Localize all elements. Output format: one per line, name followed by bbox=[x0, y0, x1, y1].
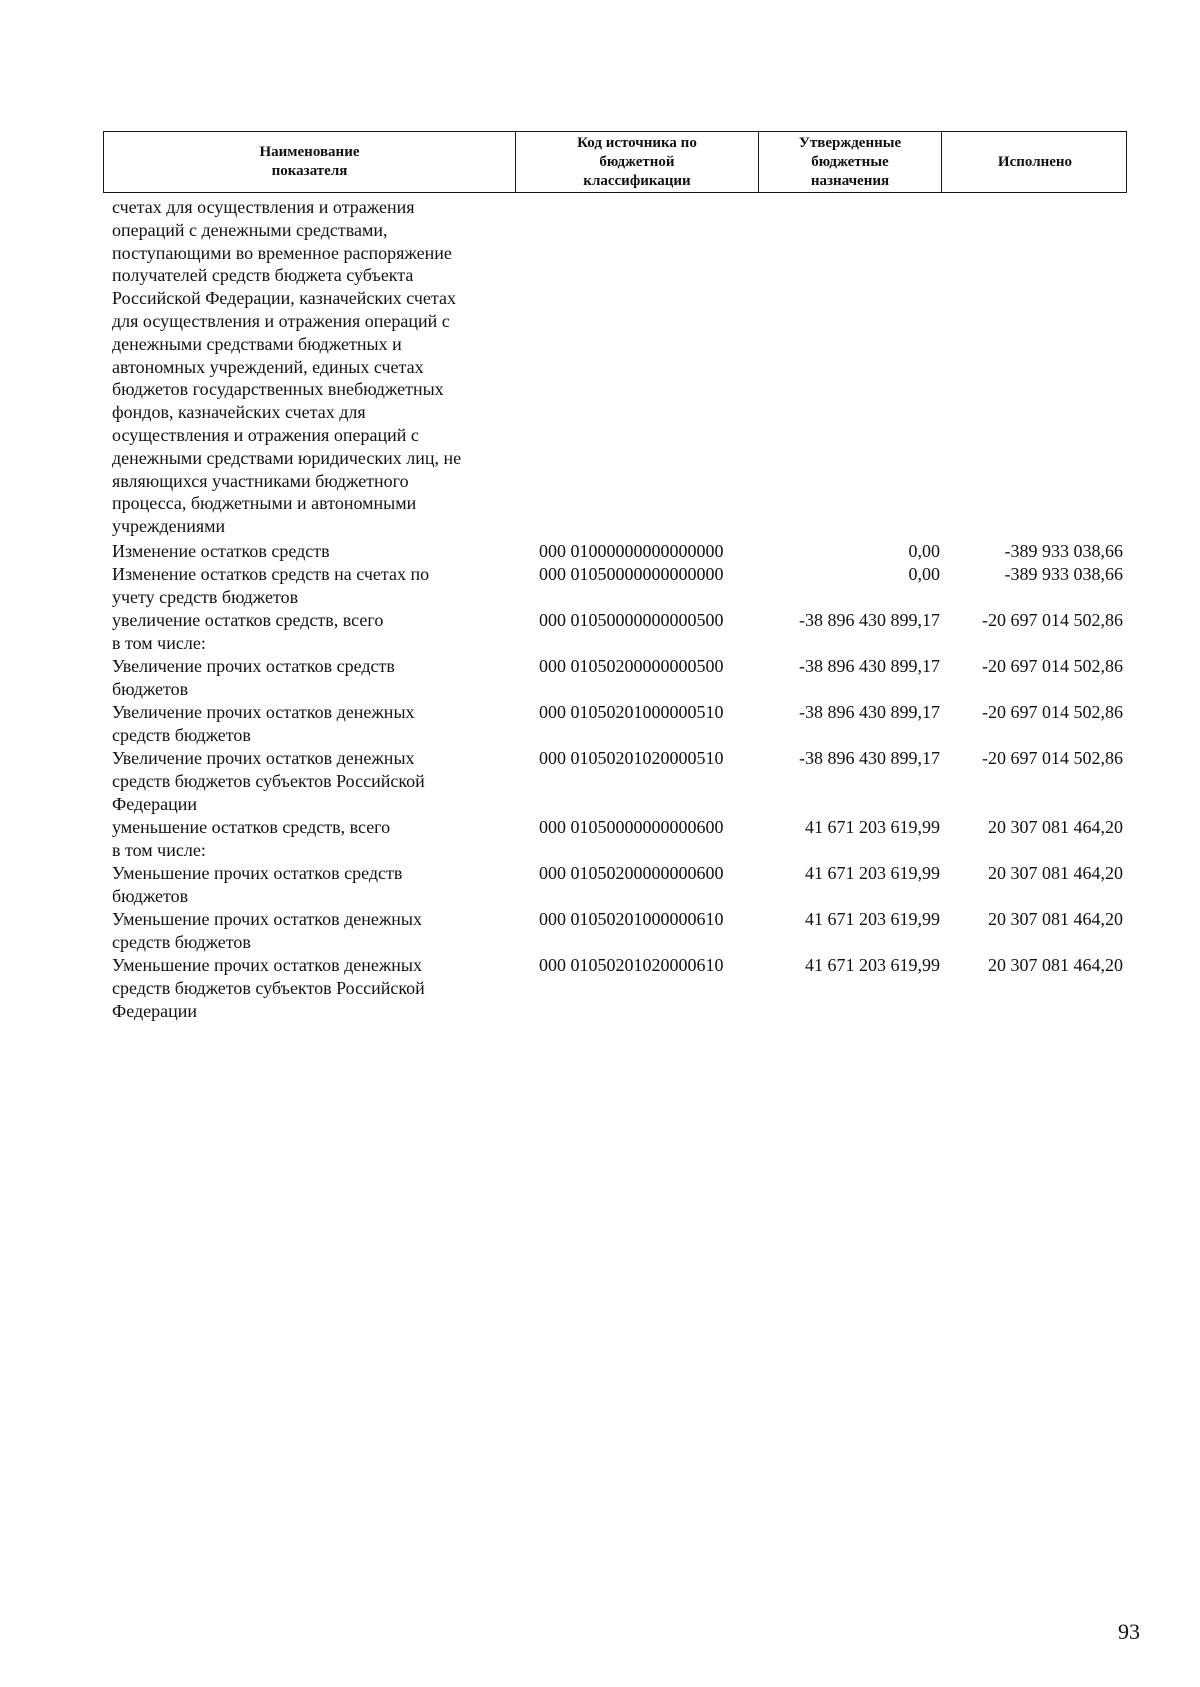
row-code: 000 01050000000000600 bbox=[539, 817, 724, 837]
row-approved: -38 896 430 899,17 bbox=[799, 656, 940, 676]
row-executed: -20 697 014 502,86 bbox=[982, 610, 1123, 630]
row-name: Изменение остатков средств на счетах по учету средств бюджетов bbox=[112, 564, 430, 607]
row-executed: -20 697 014 502,86 bbox=[982, 656, 1123, 676]
row-name: Увеличение прочих остатков денежных средств бюджетов bbox=[112, 702, 415, 745]
row-approved: 0,00 bbox=[908, 564, 940, 584]
header-name: Наименование показателя bbox=[104, 132, 516, 192]
row-approved: -38 896 430 899,17 bbox=[799, 748, 940, 768]
row-executed: 20 307 081 464,20 bbox=[988, 817, 1123, 837]
continuation-text: счетах для осуществления и отражения операций с денежными средствами, поступающими во временное распоряжение получателей средств бюджета субъекта Российской Федерации, казначейских счетах для осуществления и отражения операций с денежными средствами бюджетных и автономных учреждений, единых счетах бюджетов государственных внебюджетных фондов, казначейских счетах для осуществления и отражения операций с денежными средствами юридических лиц, не являющихся участниками бюджетного процесса, бюджетными и автономными учреждениями bbox=[112, 197, 462, 537]
row-name: Уменьшение прочих остатков денежных средств бюджетов субъектов Российской Федерации bbox=[112, 955, 425, 1021]
header-executed: Исполнено bbox=[997, 153, 1073, 170]
row-approved: 0,00 bbox=[908, 541, 940, 561]
row-approved: 41 671 203 619,99 bbox=[805, 909, 940, 929]
row-executed: -20 697 014 502,86 bbox=[982, 748, 1123, 768]
row-executed: 20 307 081 464,20 bbox=[988, 863, 1123, 883]
row-code: 000 01050201020000610 bbox=[539, 955, 724, 975]
row-code: 000 01050201000000610 bbox=[539, 909, 724, 929]
row-approved: -38 896 430 899,17 bbox=[799, 702, 940, 722]
row-name: Уменьшение прочих остатков средств бюджетов bbox=[112, 863, 403, 906]
row-executed: -389 933 038,66 bbox=[1004, 564, 1123, 584]
table-header bbox=[103, 131, 1127, 193]
row-approved: 41 671 203 619,99 bbox=[805, 863, 940, 883]
row-name: Изменение остатков средств bbox=[112, 541, 330, 561]
row-approved: 41 671 203 619,99 bbox=[805, 955, 940, 975]
row-code: 000 01050200000000600 bbox=[539, 863, 724, 883]
row-name: Уменьшение прочих остатков денежных средств бюджетов bbox=[112, 909, 423, 952]
row-code: 000 01050201000000510 bbox=[539, 702, 724, 722]
row-code: 000 01050201020000510 bbox=[539, 748, 724, 768]
row-code: 000 01050200000000500 bbox=[539, 656, 724, 676]
row-executed: -389 933 038,66 bbox=[1004, 541, 1123, 561]
header-code: Код источника по бюджетной классификации bbox=[516, 132, 759, 192]
row-executed: 20 307 081 464,20 bbox=[988, 909, 1123, 929]
row-code: 000 01000000000000000 bbox=[539, 541, 724, 561]
row-approved: -38 896 430 899,17 bbox=[799, 610, 940, 630]
row-name: Увеличение прочих остатков средств бюджетов bbox=[112, 656, 395, 699]
row-executed: 20 307 081 464,20 bbox=[988, 955, 1123, 975]
row-approved: 41 671 203 619,99 bbox=[805, 817, 940, 837]
row-name: уменьшение остатков средств, всего в том числе: bbox=[112, 817, 391, 860]
row-code: 000 01050000000000000 bbox=[539, 564, 724, 584]
row-code: 000 01050000000000500 bbox=[539, 610, 724, 630]
header-approved: Утвержденные бюджетные назначения bbox=[759, 132, 942, 192]
row-name: увеличение остатков средств, всего в том числе: bbox=[112, 610, 384, 653]
row-name: Увеличение прочих остатков денежных средств бюджетов субъектов Российской Федерации bbox=[112, 748, 425, 814]
row-executed: -20 697 014 502,86 bbox=[982, 702, 1123, 722]
page-number: 93 bbox=[1118, 1619, 1140, 1644]
